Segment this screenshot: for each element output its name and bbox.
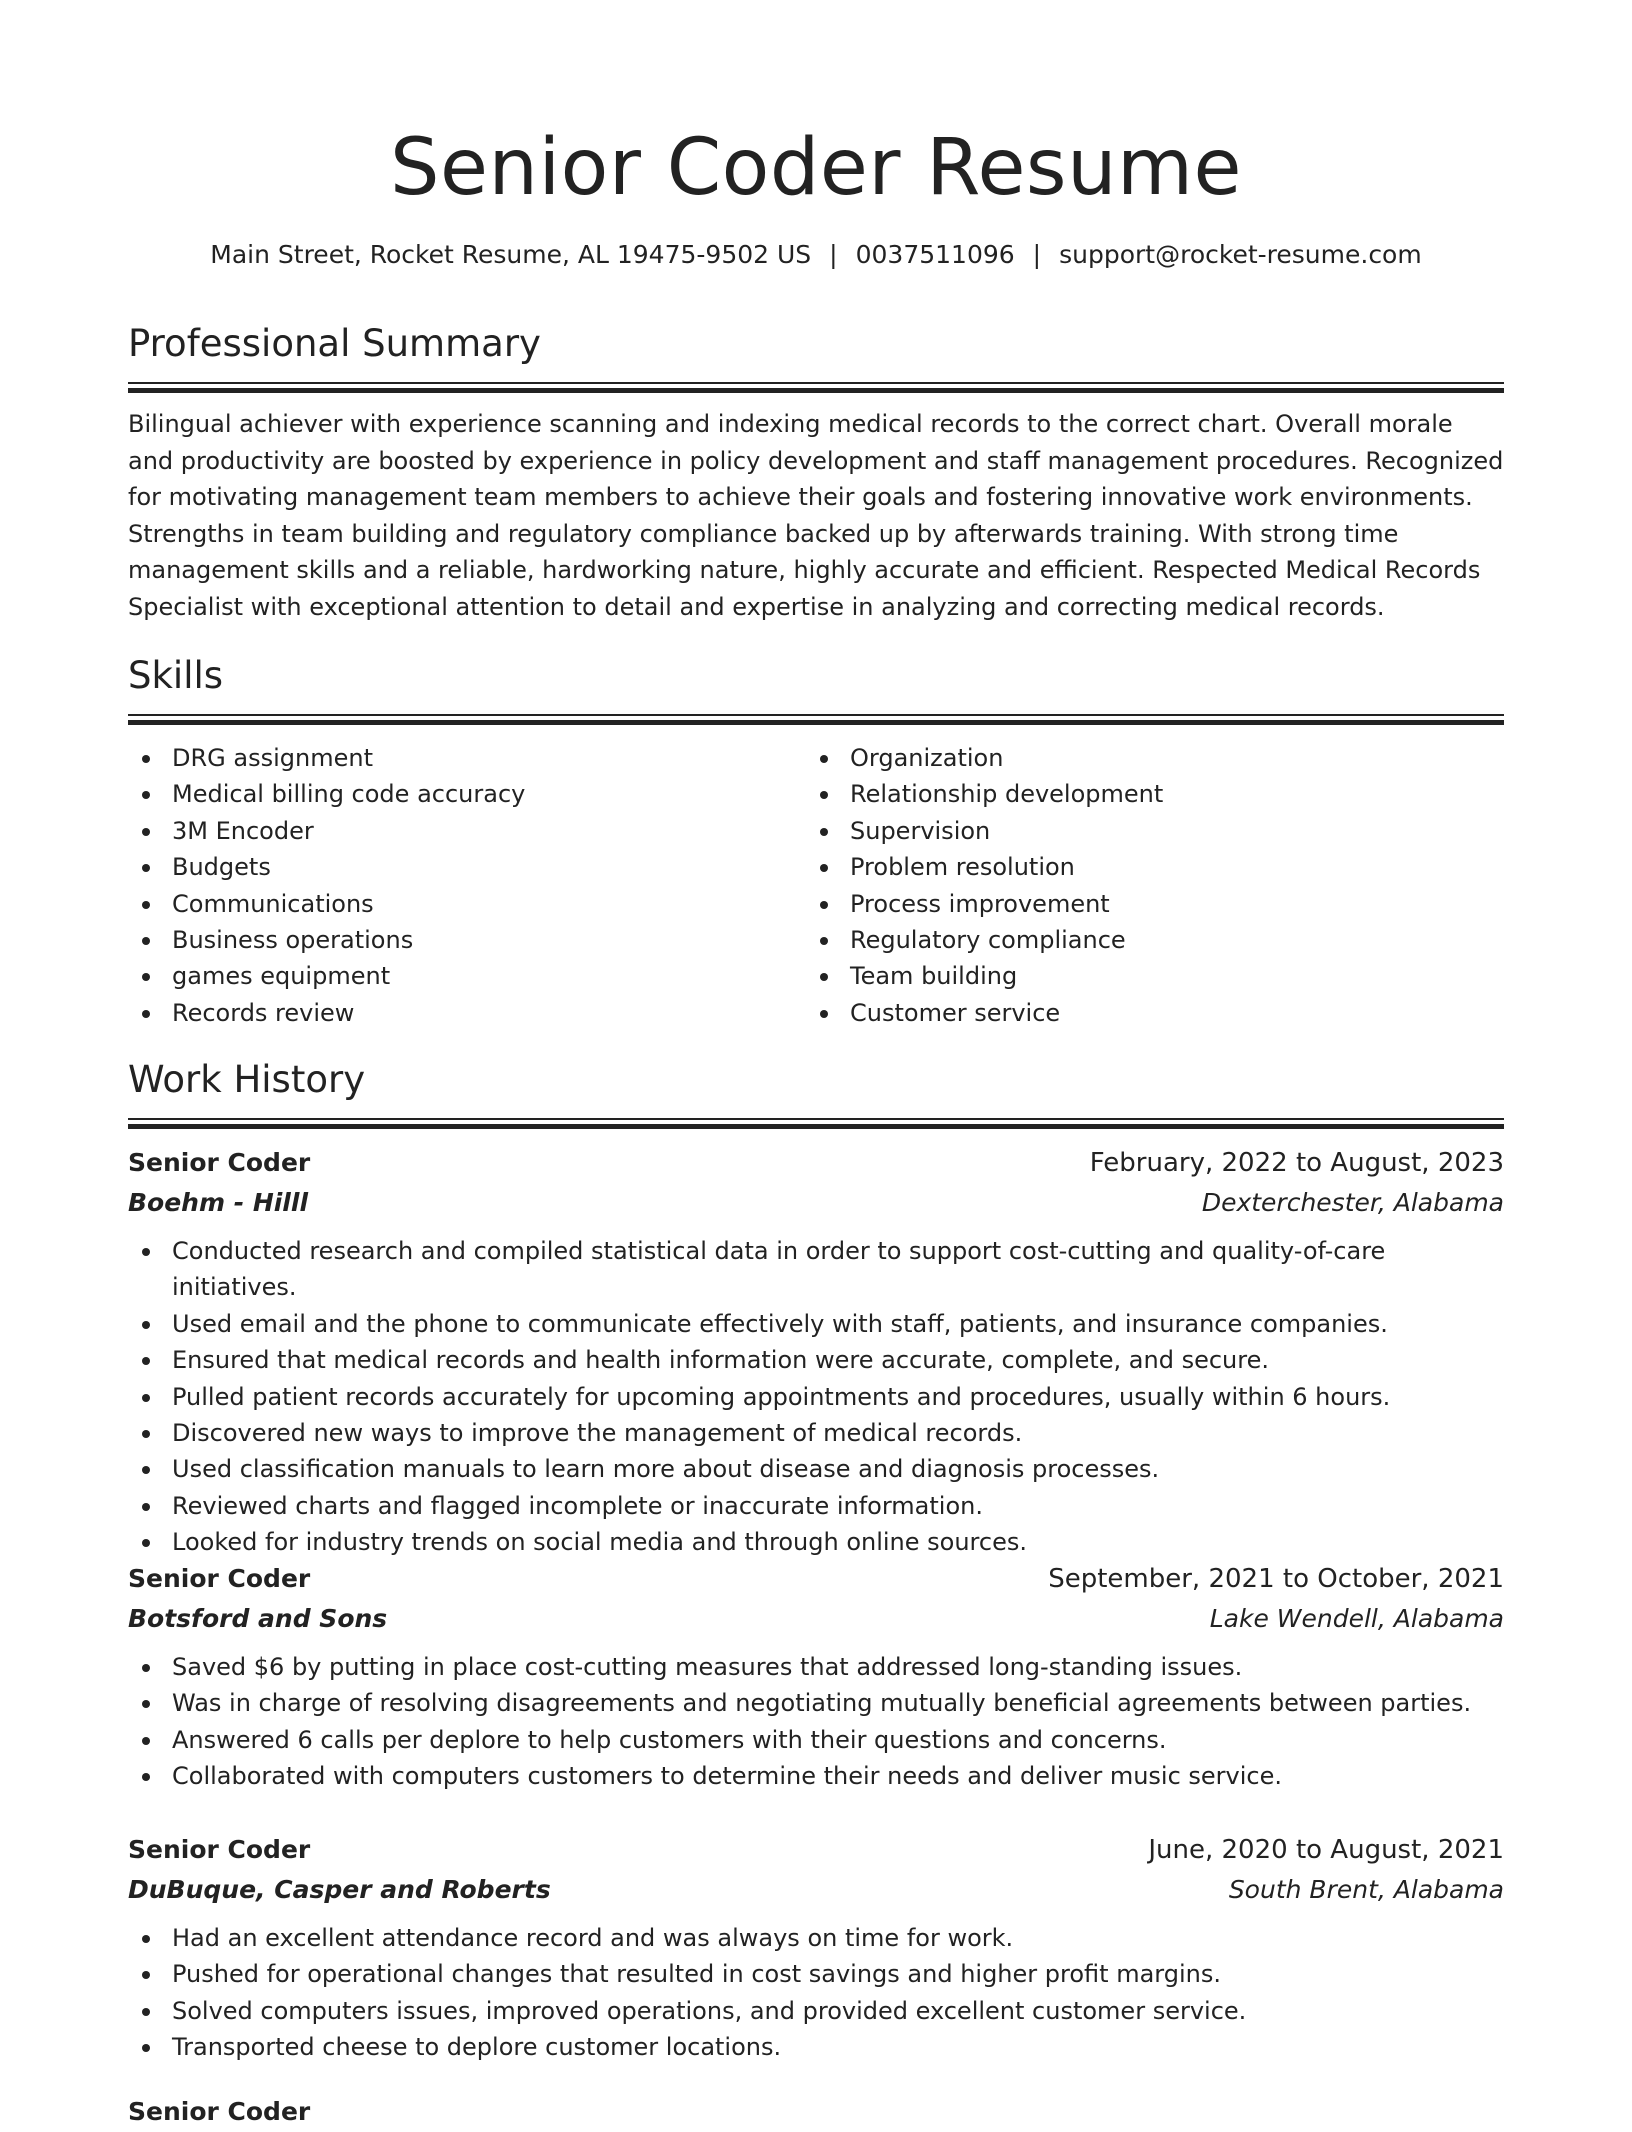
job-subheader-row bbox=[128, 1599, 1504, 1639]
job-header-row bbox=[128, 1830, 1504, 1870]
skills-list-left bbox=[128, 740, 806, 1031]
job-dates: June, 2020 to August, 2021 bbox=[1148, 1835, 1504, 1865]
skill-item: Customer service bbox=[850, 995, 1484, 1031]
skills-section bbox=[128, 652, 1504, 1031]
work-history-section bbox=[128, 1056, 1504, 1128]
job-bullet: Ensured that medical records and health information were accurate, complete, and secure. bbox=[172, 1342, 1504, 1378]
section-divider bbox=[128, 1118, 1504, 1128]
job-entry bbox=[128, 1559, 1504, 1795]
job-bullets bbox=[128, 1233, 1504, 1561]
work-history-heading: Work History bbox=[128, 1058, 366, 1101]
skill-item: Medical billing code accuracy bbox=[172, 776, 806, 812]
job-company: Botsford and Sons bbox=[128, 1604, 388, 1633]
job-dates: February, 2022 to August, 2023 bbox=[1089, 1148, 1504, 1178]
contact-phone: 0037511096 bbox=[855, 240, 1015, 269]
job-bullet: Saved $6 by putting in place cost-cutting measures that addressed long-standing issues. bbox=[172, 1649, 1504, 1685]
job-bullet: Was in charge of resolving disagreements and negotiating mutually beneficial agreements between parties. bbox=[172, 1685, 1504, 1721]
skills-heading: Skills bbox=[128, 654, 224, 697]
job-entry bbox=[128, 1830, 1504, 2066]
skill-item: Process improvement bbox=[850, 886, 1484, 922]
job-bullet: Answered 6 calls per deplore to help customers with their questions and concerns. bbox=[172, 1722, 1504, 1758]
job-title: Senior Coder bbox=[128, 1148, 311, 1177]
job-company: Boehm - Hilll bbox=[128, 1188, 309, 1217]
job-title: Senior Coder bbox=[128, 2097, 311, 2126]
job-bullet: Solved computers issues, improved operations, and provided excellent customer service. bbox=[172, 1993, 1504, 2029]
job-title: Senior Coder bbox=[128, 1564, 311, 1593]
job-entry-cut-off bbox=[128, 2092, 1504, 2132]
skills-columns bbox=[128, 740, 1504, 1031]
skill-item: Organization bbox=[850, 740, 1484, 776]
skill-item: Communications bbox=[172, 886, 806, 922]
job-title: Senior Coder bbox=[128, 1835, 311, 1864]
job-location: South Brent, Alabama bbox=[1228, 1875, 1504, 1904]
job-bullet: Used email and the phone to communicate effectively with staff, patients, and insurance companies. bbox=[172, 1306, 1504, 1342]
contact-address: Main Street, Rocket Resume, AL 19475-9502 US bbox=[210, 240, 812, 269]
summary-section bbox=[128, 320, 1504, 625]
job-entry bbox=[128, 1143, 1504, 1561]
section-divider bbox=[128, 714, 1504, 724]
job-bullet: Had an excellent attendance record and was always on time for work. bbox=[172, 1920, 1504, 1956]
skill-item: Relationship development bbox=[850, 776, 1484, 812]
job-subheader-row bbox=[128, 1870, 1504, 1910]
job-bullet: Conducted research and compiled statistical data in order to support cost-cutting and quality-of-care initiatives. bbox=[172, 1233, 1504, 1306]
job-bullet: Discovered new ways to improve the management of medical records. bbox=[172, 1415, 1504, 1451]
job-header-row bbox=[128, 1143, 1504, 1183]
skill-item: Records review bbox=[172, 995, 806, 1031]
skill-item: 3M Encoder bbox=[172, 813, 806, 849]
section-divider bbox=[128, 382, 1504, 392]
job-header-row bbox=[128, 1559, 1504, 1599]
contact-line bbox=[128, 238, 1504, 272]
job-bullet: Reviewed charts and flagged incomplete or inaccurate information. bbox=[172, 1488, 1504, 1524]
skill-item: Supervision bbox=[850, 813, 1484, 849]
skill-item: Team building bbox=[850, 958, 1484, 994]
skill-item: Regulatory compliance bbox=[850, 922, 1484, 958]
skill-item: Problem resolution bbox=[850, 849, 1484, 885]
skill-item: Budgets bbox=[172, 849, 806, 885]
job-bullets bbox=[128, 1920, 1504, 2066]
page-title: Senior Coder Resume bbox=[390, 123, 1242, 213]
summary-text: Bilingual achiever with experience scanning and indexing medical records to the correct chart. Overall morale and productivity are boosted by experience in policy development and staff management procedures. Recognized for motivating management team members to achieve their goals and fostering innovative work environments. Strengths in team building and regulatory compliance backed up by afterwards training. With strong time management skills and a reliable, hardworking nature, highly accurate and efficient. Respected Medical Records Specialist with exceptional attention to detail and expertise in analyzing and correcting medical records. bbox=[128, 410, 1504, 621]
job-bullet: Used classification manuals to learn more about disease and diagnosis processes. bbox=[172, 1451, 1504, 1487]
summary-heading: Professional Summary bbox=[128, 322, 541, 365]
job-bullet: Transported cheese to deplore customer locations. bbox=[172, 2029, 1504, 2065]
skill-item: games equipment bbox=[172, 958, 806, 994]
contact-separator: | bbox=[1032, 240, 1042, 269]
contact-separator: | bbox=[829, 240, 838, 269]
job-bullet: Looked for industry trends on social media and through online sources. bbox=[172, 1524, 1504, 1560]
job-bullet: Pushed for operational changes that resulted in cost savings and higher profit margins. bbox=[172, 1956, 1504, 1992]
job-bullets bbox=[128, 1649, 1504, 1795]
skill-item: DRG assignment bbox=[172, 740, 806, 776]
contact-email: support@rocket-resume.com bbox=[1059, 240, 1422, 269]
job-dates: September, 2021 to October, 2021 bbox=[1048, 1564, 1504, 1594]
job-company: DuBuque, Casper and Roberts bbox=[128, 1875, 551, 1904]
skill-item: Business operations bbox=[172, 922, 806, 958]
skills-list-right bbox=[806, 740, 1484, 1031]
job-bullet: Collaborated with computers customers to determine their needs and deliver music service. bbox=[172, 1758, 1504, 1794]
resume-page bbox=[128, 0, 1504, 2126]
job-subheader-row bbox=[128, 1183, 1504, 1223]
job-location: Lake Wendell, Alabama bbox=[1209, 1604, 1504, 1633]
job-location: Dexterchester, Alabama bbox=[1201, 1188, 1504, 1217]
job-bullet: Pulled patient records accurately for upcoming appointments and procedures, usually within 6 hours. bbox=[172, 1379, 1504, 1415]
